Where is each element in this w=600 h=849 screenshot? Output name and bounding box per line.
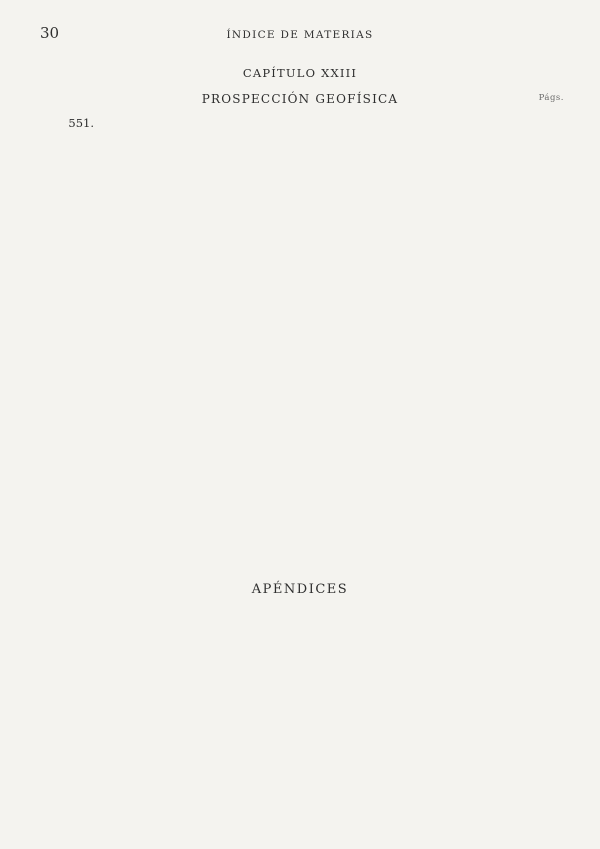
page-number: 30 (40, 24, 60, 42)
running-header: ÍNDICE DE MATERIAS (226, 29, 374, 41)
pages-column-label: Págs. (538, 93, 564, 103)
chapter-label: CAPÍTULO XXIII (242, 66, 358, 80)
appendices-title: APÉNDICES (251, 582, 349, 597)
entry-number: 551. (68, 116, 94, 130)
chapter-title: PROSPECCIÓN GEOFÍSICA (201, 92, 399, 106)
